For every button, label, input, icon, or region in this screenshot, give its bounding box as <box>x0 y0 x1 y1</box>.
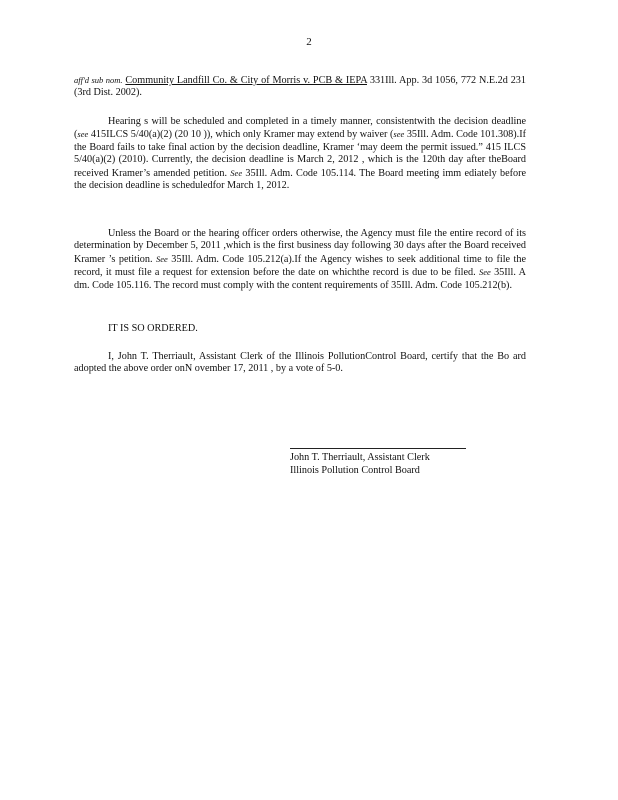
certification-paragraph <box>74 351 526 376</box>
hearing-text-1: Hearing s will be scheduled and completed in a timely manner, consistentwith the decision deadline ( <box>74 116 526 141</box>
see-signal: See <box>478 267 491 278</box>
record-text-2: 35Ill. Adm. Code 105.212(a).If the Agency wishes to seek additional time to file the record, it must file a request for extension before the date on whichthe record is due to be filed. <box>74 253 527 279</box>
see-signal: See <box>230 167 243 178</box>
hearing-text-4: 35Ill. Adm. Code 105.114. The Board meeting imm ediately before the decision deadline is scheduledfor March 1, 2012. <box>74 167 526 192</box>
case-name: Community Landfill Co. & City of Morris v. PCB & IEPA <box>125 75 367 86</box>
hearing-paragraph <box>74 116 526 192</box>
so-ordered: IT IS SO ORDERED. <box>108 323 198 334</box>
signatory-name: John T. Therriault, Assistant Clerk <box>290 452 430 463</box>
signatory-organization: Illinois Pollution Control Board <box>290 465 420 476</box>
record-text-1: Unless the Board or the hearing officer orders otherwise, the Agency must file the entire record of its determination by December 5, 2011 ,which is the first business day following 30 days after the Board received Kramer ’s petition. <box>74 228 526 265</box>
see-signal: see <box>77 129 89 140</box>
signature-line <box>290 448 466 449</box>
citation-paragraph <box>74 74 526 100</box>
see-signal: see <box>393 129 405 140</box>
hearing-text-2: 415ILCS 5/40(a)(2) (20 10 )), which only Kramer may extend by waiver ( <box>88 129 394 141</box>
record-text-3: 35Ill. A dm. Code 105.116. The record must comply with the content requirements of 35Ill. Adm. Code 105.212(b). <box>74 267 526 291</box>
see-signal: See <box>156 253 168 264</box>
page-number: 2 <box>306 36 312 48</box>
certification-text: I, John T. Therriault, Assistant Clerk of the Illinois PollutionControl Board, certify that the Bo ard adopted the above order onN ovember 17, 2011 , by a vote of 5-0. <box>74 351 526 375</box>
case-reporter: 331Ill. App. 3d 1056, 772 N.E.2d 231 (3rd Dist. 2002). <box>74 75 526 99</box>
hearing-text-3: 35Ill. Adm. Code 101.308).If the Board fails to take final action by the decision deadline, Kramer ‘may deem the permit issued.” 415 ILCS 5/40(a)(2) (2010). Currently, the decision deadline is March 2, 2012 , which is the 120th day after theBoard received Kramer’s amended petition. <box>74 129 526 179</box>
record-paragraph <box>74 228 526 292</box>
affirmed-notation: aff'd sub nom. <box>74 75 123 85</box>
